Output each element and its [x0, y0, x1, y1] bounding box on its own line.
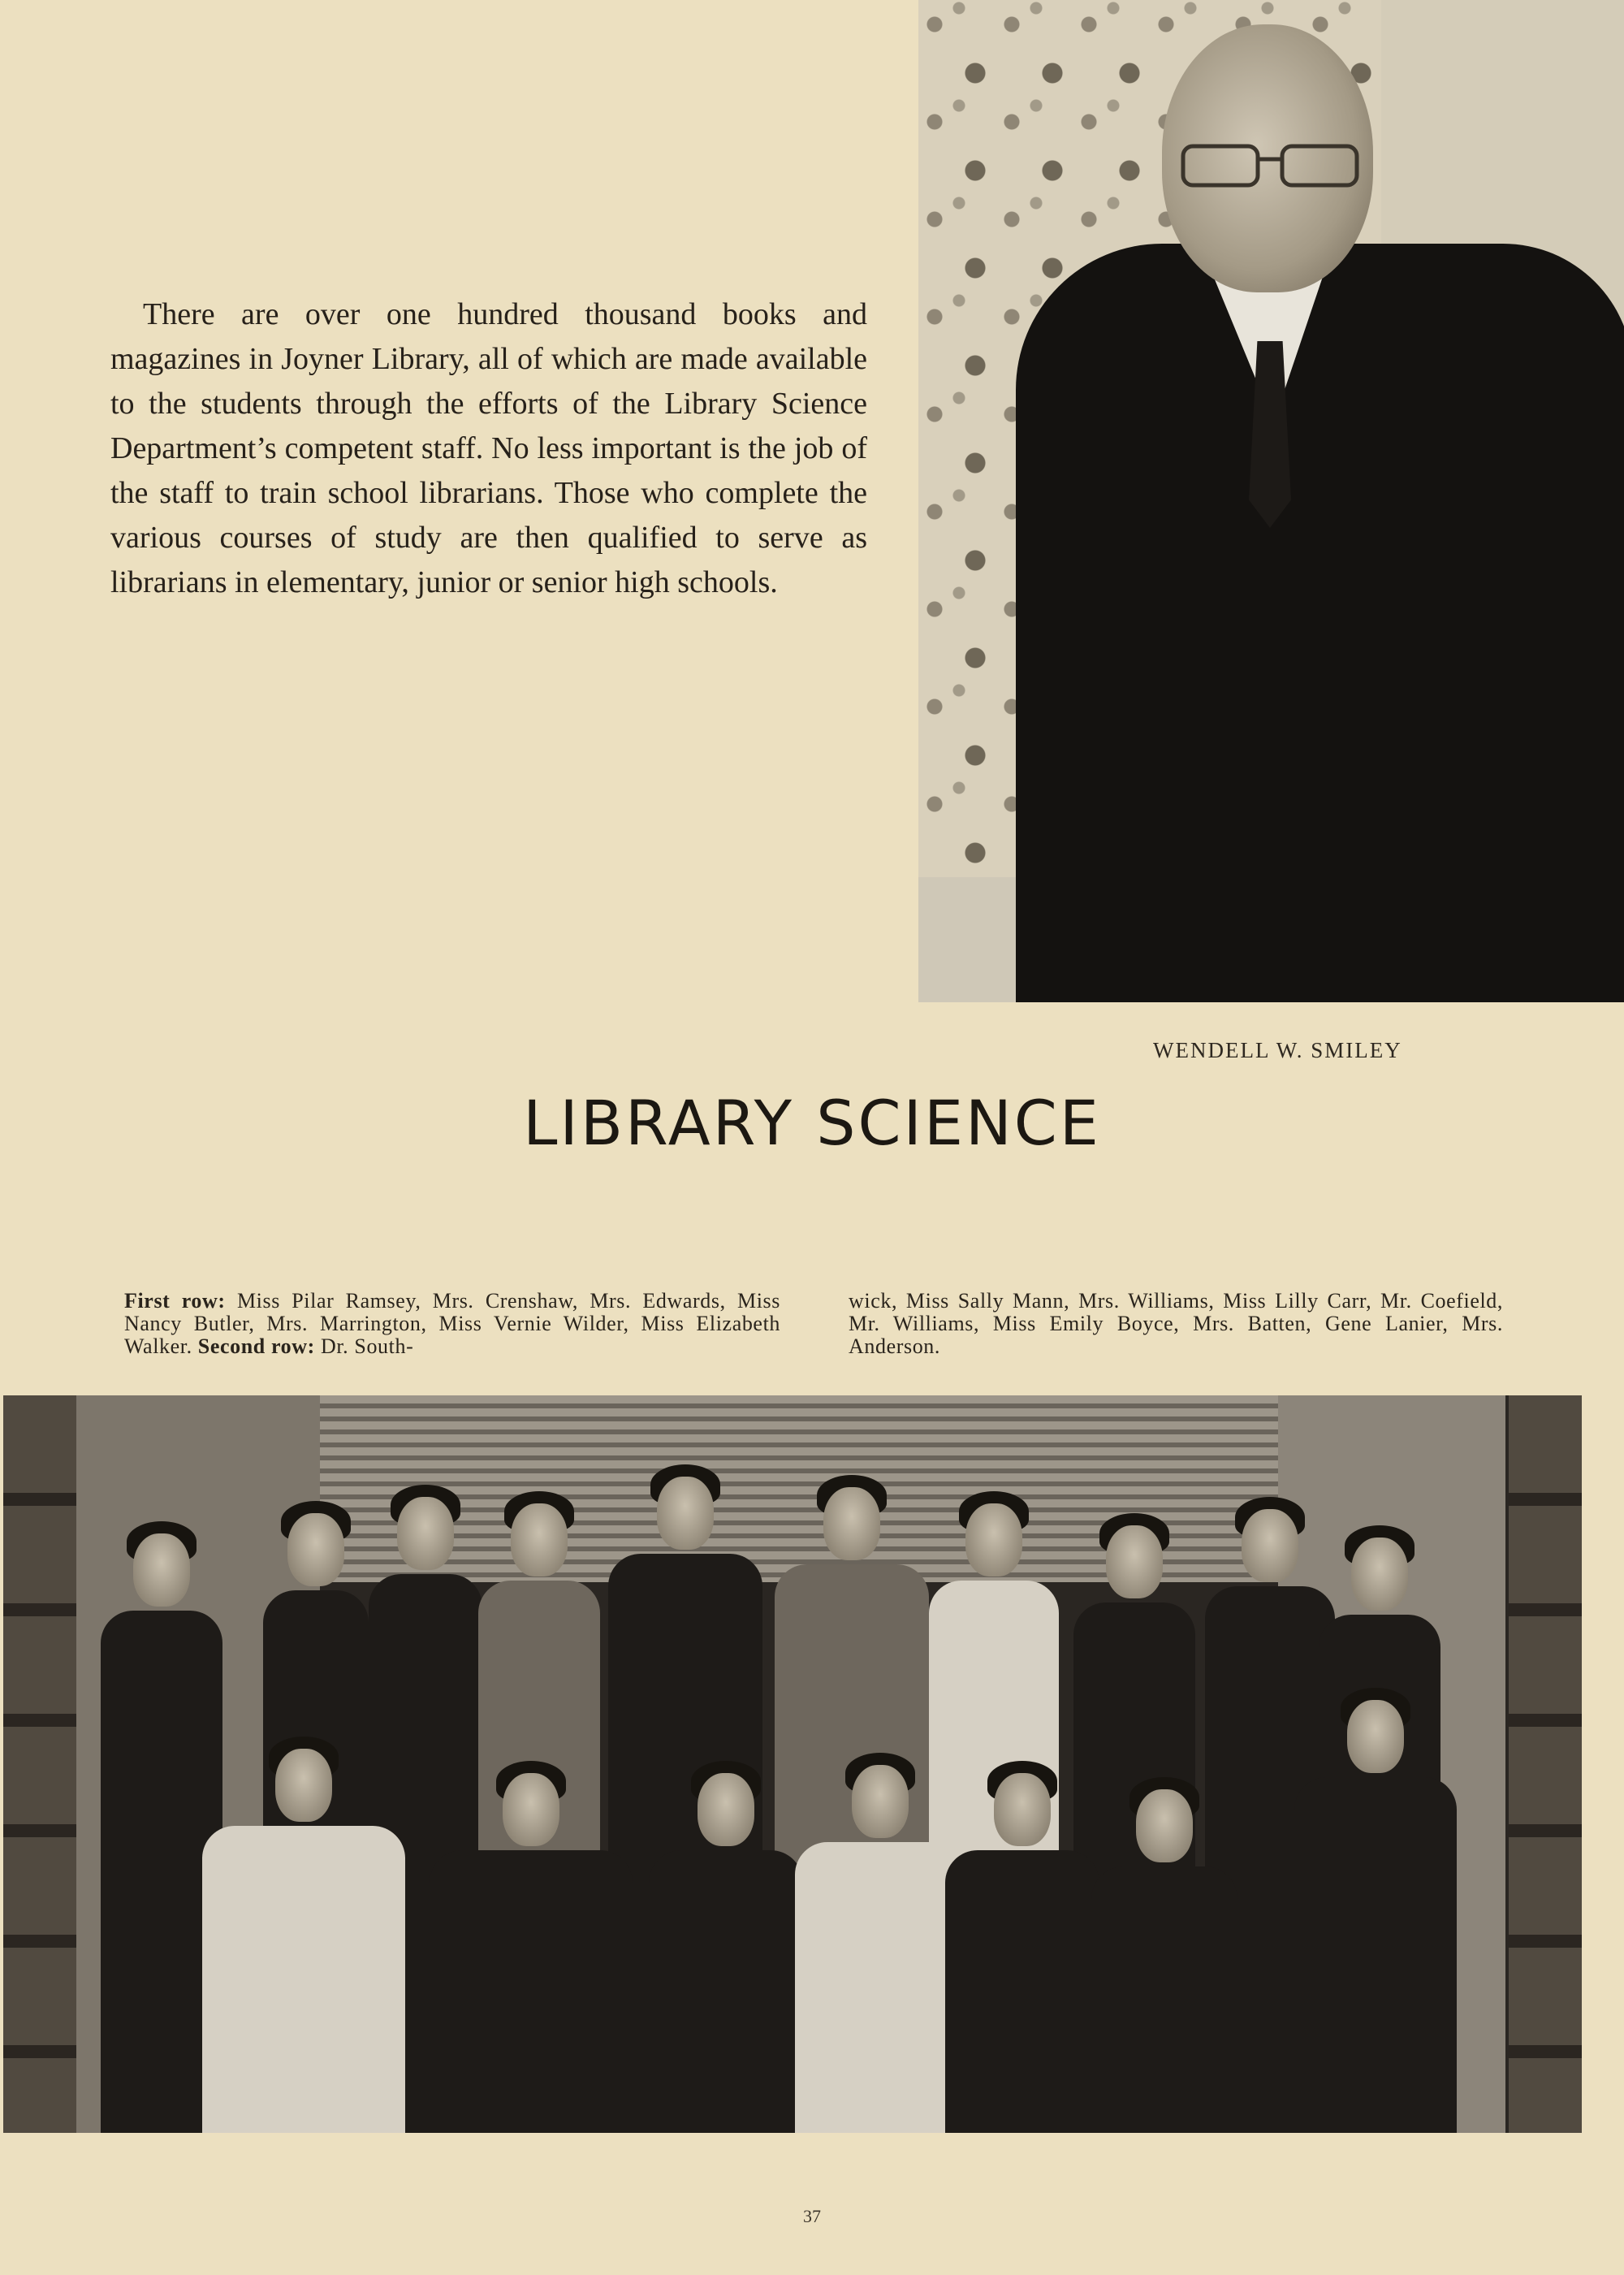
second-row-label: Second row:: [197, 1334, 315, 1358]
group-photo: [3, 1395, 1582, 2133]
portrait-caption: WENDELL W. SMILEY: [1153, 1038, 1402, 1062]
staff-member: [1294, 1777, 1457, 2133]
staff-member: [945, 1850, 1099, 2133]
bookshelf-left: [3, 1395, 76, 2133]
portrait-photo: [918, 0, 1624, 1002]
page-title: LIBRARY SCIENCE: [523, 1087, 1101, 1159]
group-caption-left: [124, 1290, 780, 1358]
second-row-names-start: Dr. South-: [320, 1334, 414, 1358]
staff-member: [1091, 1866, 1237, 2133]
intro-paragraph: There are over one hundred thousand books and magazines in Joyner Library, all of which are made available to the students through the efforts of the Library Science Department’s competent staff. No less important is the job of the staff to train school librarians. Those who complete the various courses of study are then qualified to serve as librarians in elementary, junior or senior high schools.: [110, 297, 867, 599]
suit-figure: [1016, 244, 1624, 1002]
bookshelf-right: [1509, 1395, 1582, 2133]
first-row-label: First row:: [124, 1289, 226, 1313]
staff-member: [202, 1826, 405, 2133]
staff-member: [430, 1850, 633, 2133]
first-row-names: Miss Pilar Ramsey, Mrs. Crenshaw, Mrs. Edwards, Miss Nancy Butler, Mrs. Marrington, Miss Vernie Wilder, Miss Elizabeth Walker.: [124, 1289, 780, 1358]
group-caption-right: wick, Miss Sally Mann, Mrs. Williams, Miss Lilly Carr, Mr. Coefield, Mr. Williams, Miss Emily Boyce, Mrs. Batten, Gene Lanier, Mrs. Anderson.: [849, 1289, 1503, 1358]
page-number: 37: [803, 2206, 821, 2226]
eyeglasses-icon: [1177, 136, 1363, 193]
staff-member: [795, 1842, 965, 2133]
staff-member: [649, 1850, 803, 2133]
